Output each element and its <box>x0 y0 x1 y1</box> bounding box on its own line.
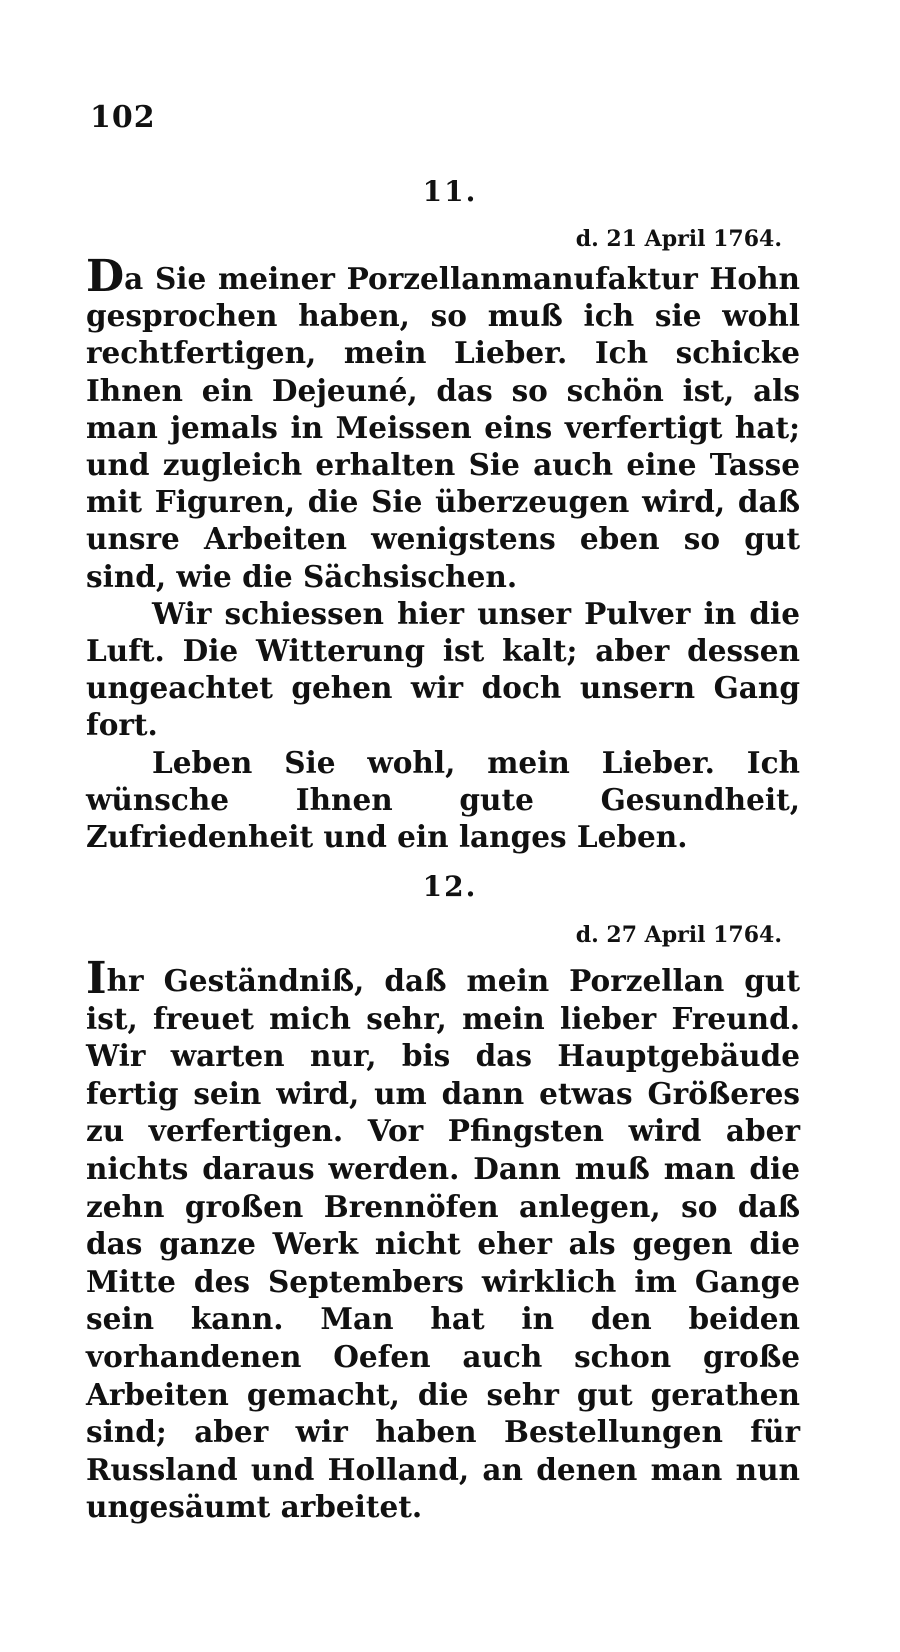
paragraph <box>86 953 800 1526</box>
letter-number: 11. <box>422 175 478 208</box>
drop-cap: D <box>86 251 125 302</box>
letter-number: 12. <box>422 870 478 903</box>
letter-body <box>86 251 800 855</box>
paragraph: Wir schiessen hier unser Pulver in die Luft. Die Witterung ist kalt; aber dessen ungeachtet gehen wir doch unsern Gang fort. <box>86 595 800 743</box>
paragraph-text: hr Geständniß, daß mein Porzellan gut ist, freuet mich sehr, mein lieber Freund. Wir warten nur, bis das Hauptgebäude fertig sein wird, um dann etwas Größeres zu verfertigen. Vor Pfingsten wird aber nichts daraus werden. Dann muß man die zehn großen Brennöfen anlegen, so daß das ganze Werk nicht eher als gegen die Mitte des Septembers wirklich im Gange sein kann. Man hat in den beiden vorhandenen Oefen auch schon große Arbeiten gemacht, die sehr gut gerathen sind; aber wir haben Bestellungen für Russland und Holland, an denen man nun ungesäumt arbeitet. <box>86 963 800 1525</box>
paragraph <box>86 251 800 595</box>
letter-body <box>86 953 800 1526</box>
letter-date: d. 27 April 1764. <box>575 922 782 948</box>
page-number: 102 <box>90 100 156 135</box>
paragraph-text: a Sie meiner Porzellanmanufaktur Hohn gesprochen haben, so muß ich sie wohl rechtfertigen, mein Lieber. Ich schicke Ihnen ein Dejeuné, das so schön ist, als man jemals in Meissen eins verfertigt hat; und zugleich erhalten Sie auch eine Tasse mit Figuren, die Sie überzeugen wird, daß unsre Arbeiten wenigstens eben so gut sind, wie die Sächsischen. <box>86 261 800 594</box>
paragraph: Leben Sie wohl, mein Lieber. Ich wünsche Ihnen gute Gesundheit, Zufriedenheit und ein langes Leben. <box>86 744 800 855</box>
letter-date: d. 21 April 1764. <box>575 226 782 252</box>
drop-cap: I <box>86 953 107 1004</box>
